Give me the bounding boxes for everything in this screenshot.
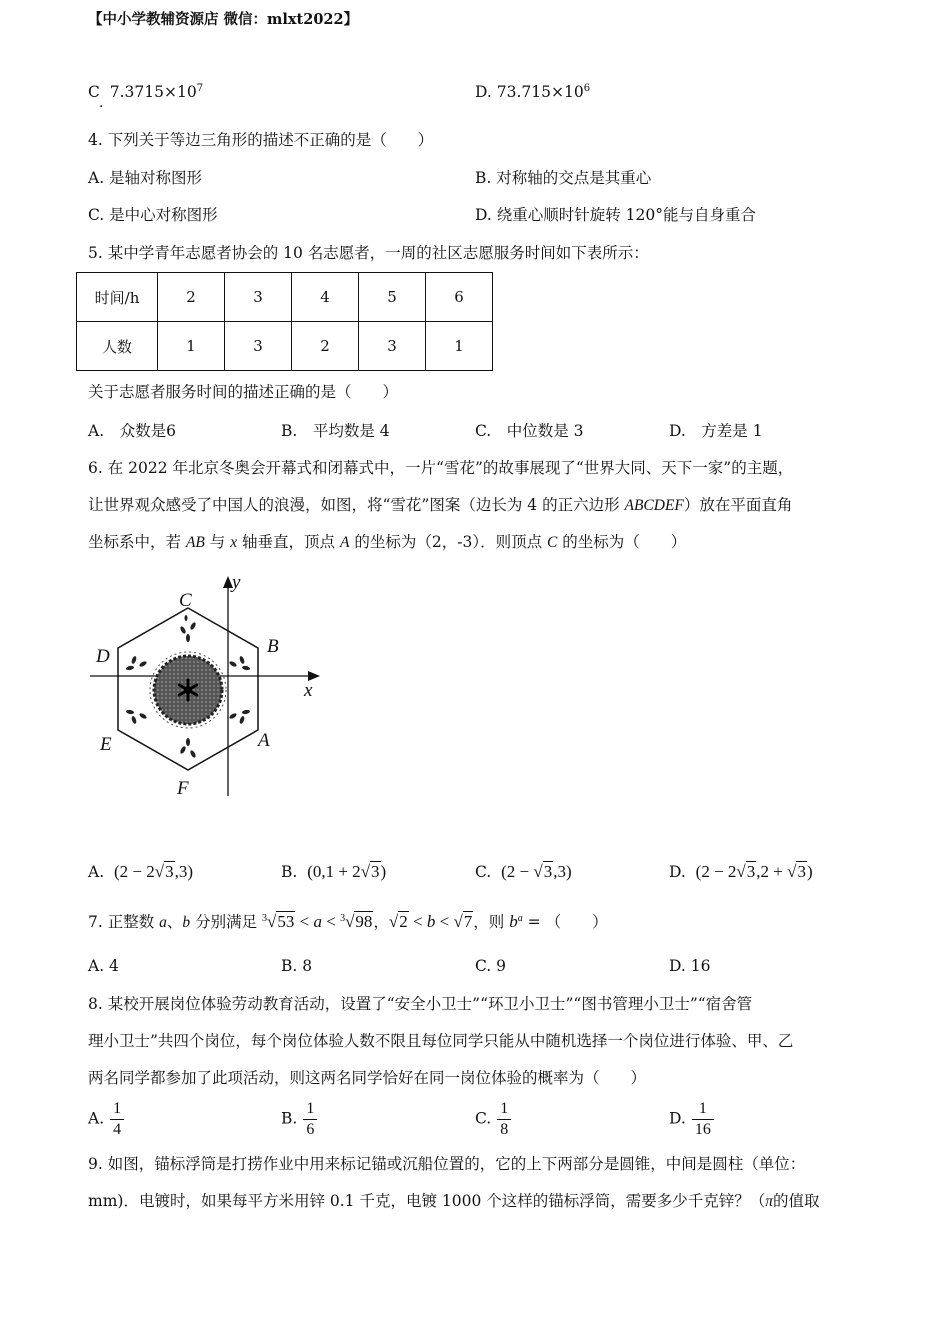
q4-option-a: A. 是轴对称图形: [88, 169, 203, 187]
q6-text: 让世界观众感受了中国人的浪漫，如图，将“雪花”图案（边长为 4 的正六边形: [88, 496, 625, 514]
fraction-numerator: 1: [692, 1099, 714, 1120]
q3-option-c-prefix: C: [88, 83, 100, 101]
q7-text: = （ ）: [522, 913, 608, 931]
label-x: x: [304, 680, 313, 701]
q9-text: mm)．电镀时，如果每平方米用锌 0.1 千克，电镀 1000 个这样的锚标浮筒，需要多少千克锌？（: [88, 1192, 766, 1210]
math-part: (2 −: [501, 862, 534, 881]
sqrt-sign: √: [453, 912, 463, 931]
option-math: [501, 861, 572, 881]
sqrt-sign: √: [360, 862, 371, 881]
sqrt-sign: √: [345, 912, 355, 931]
q7-var-b: b: [426, 912, 436, 931]
q9-text: 的值取: [773, 1192, 820, 1210]
table-cell: 6: [426, 273, 493, 322]
sqrt-sign: √: [533, 862, 543, 881]
table-cell: 2: [292, 322, 359, 371]
label-c: C: [179, 590, 192, 611]
table-cell: 3: [359, 322, 426, 371]
q3-option-d-prefix: D.: [475, 83, 492, 101]
option-label: A.: [88, 1109, 105, 1128]
q6-line-2: [88, 494, 792, 517]
table-cell: 1: [426, 322, 493, 371]
q7-inequality-1: [262, 912, 373, 931]
q5-table: [76, 272, 493, 371]
table-row: [77, 273, 493, 322]
math-part: (2 − 2: [113, 862, 155, 881]
q3-option-c-exp: 7: [196, 83, 204, 94]
q6-option-d: [669, 861, 813, 883]
fraction-numerator: 1: [110, 1099, 124, 1120]
math-part: ): [380, 862, 387, 881]
label-e: E: [100, 734, 112, 755]
option-label: C.: [475, 1109, 492, 1128]
q4-option-c: C. 是中心对称图形: [88, 206, 218, 224]
math-part: (2 − 2: [695, 862, 737, 881]
q8-option-b: [281, 1099, 317, 1140]
option-label: B.: [281, 1109, 298, 1128]
sqrt-radicand: 2: [399, 912, 408, 931]
fraction: [692, 1099, 714, 1140]
option-label: C.: [475, 863, 492, 881]
sqrt-sign: √: [787, 862, 797, 881]
q7-text: ，: [373, 913, 389, 931]
q6-text: ）放在平面直角: [683, 496, 793, 514]
q7-text: 、: [166, 913, 183, 931]
q7-var-a: a: [159, 914, 167, 931]
q6-option-b: [281, 861, 386, 883]
q4-option-d: D. 绕重心顺时针旋转 120°能与自身重合: [475, 206, 756, 224]
table-cell: 1: [158, 322, 225, 371]
q7-text: ，则: [473, 913, 510, 931]
q3-option-d-base: 73.715×10: [496, 83, 584, 101]
q3-option-d-exp: 6: [583, 83, 591, 94]
q7-pow-base: b: [509, 912, 518, 931]
q3-dot-mark: ·: [99, 99, 104, 115]
q7-text: 7. 正整数: [88, 913, 160, 931]
q5-question: 关于志愿者服务时间的描述正确的是（ ）: [88, 383, 399, 401]
q7-var-a: a: [313, 912, 322, 931]
q3-option-c-base: 7.3715×10: [109, 83, 197, 101]
label-a: A: [258, 730, 270, 751]
q7-option-a: A. 4: [88, 957, 119, 975]
q8-option-c: [475, 1099, 511, 1140]
q7-stem: [88, 911, 608, 934]
label-d: D: [96, 646, 110, 667]
q6-option-a: [88, 861, 193, 883]
fraction-denominator: 4: [113, 1121, 122, 1138]
q6-text: 与: [204, 533, 231, 551]
q3-option-d: [475, 81, 590, 103]
fraction-denominator: 8: [500, 1121, 509, 1138]
option-label: B.: [281, 863, 298, 881]
fraction: [497, 1099, 511, 1140]
table-cell: 人数: [77, 322, 158, 371]
q9-line-2: [88, 1190, 820, 1213]
q6-option-c: [475, 861, 572, 883]
sqrt-sign: √: [388, 912, 399, 931]
table-cell: 5: [359, 273, 426, 322]
option-math: [696, 861, 813, 881]
fraction-numerator: 1: [497, 1099, 511, 1120]
q4-stem: 4. 下列关于等边三角形的描述不正确的是（ ）: [88, 131, 434, 149]
table-cell: 2: [158, 273, 225, 322]
q9-pi: π: [765, 1193, 774, 1210]
q7-var-b: b: [182, 914, 191, 931]
q6-line-3: [88, 531, 686, 554]
q7-inequality-2: [389, 911, 473, 931]
q6-segment-ab: AB: [185, 534, 205, 551]
q7-option-b: B. 8: [281, 957, 313, 975]
option-label: D.: [669, 1109, 686, 1128]
q8-line-1: 8. 某校开展岗位体验劳动教育活动，设置了“安全小卫士”“环卫小卫士”“图书管理小卫士”“宿舍管: [88, 995, 753, 1013]
q8-line-3: 两名同学都参加了此项活动，则这两名同学恰好在同一岗位体验的概率为（ ）: [88, 1069, 647, 1087]
math-part: <: [321, 912, 341, 931]
table-cell: 3: [225, 273, 292, 322]
q8-line-2: 理小卫士”共四个岗位，每个岗位体验人数不限且每位同学只能从中随机选择一个岗位进行体验、甲、乙: [88, 1032, 794, 1050]
q6-hexagon-name: ABCDEF: [624, 497, 684, 514]
q6-text: 轴垂直，顶点: [237, 533, 340, 551]
label-y: y: [232, 572, 241, 593]
q5-option-c: C. 中位数是 3: [475, 422, 584, 440]
sqrt-radicand: 3: [746, 862, 756, 881]
sqrt-radicand: 3: [165, 862, 174, 881]
math-part: <: [295, 912, 314, 931]
label-b: B: [267, 636, 279, 657]
math-part: <: [435, 912, 454, 931]
q5-stem: 5. 某中学青年志愿者协会的 10 名志愿者，一周的社区志愿服务时间如下表所示：: [88, 244, 649, 262]
table-cell: 4: [292, 273, 359, 322]
sqrt-radicand: 98: [355, 912, 373, 931]
fraction: [110, 1099, 124, 1140]
q6-axis-x: x: [230, 534, 238, 551]
q7-option-c: C. 9: [475, 957, 507, 975]
option-label: A.: [88, 863, 105, 881]
fraction-denominator: 16: [694, 1121, 711, 1138]
math-part: ,3): [553, 862, 572, 881]
sqrt-sign: √: [736, 862, 746, 881]
fraction-denominator: 6: [306, 1121, 315, 1138]
option-math: [114, 861, 193, 881]
q6-text: 的坐标为（2，-3）．则顶点: [349, 533, 548, 551]
table-cell: 3: [225, 322, 292, 371]
math-part: ): [806, 862, 813, 881]
sqrt-radicand: 7: [463, 912, 473, 931]
q5-option-a: A. 众数是6: [88, 422, 176, 440]
q6-point-c: C: [547, 534, 558, 551]
fraction: [303, 1099, 317, 1140]
table-cell: 时间/h: [77, 273, 158, 322]
q6-point-a: A: [339, 534, 350, 551]
q6-text: 坐标系中，若: [88, 533, 186, 551]
sqrt-radicand: 53: [277, 912, 295, 931]
table-row: [77, 322, 493, 371]
sqrt-radicand: 3: [371, 862, 380, 881]
q4-option-b: B. 对称轴的交点是其重心: [475, 169, 652, 187]
snowflake-center: [184, 686, 192, 694]
q7-text: 分别满足: [190, 913, 263, 931]
q5-option-b: B. 平均数是 4: [281, 422, 390, 440]
q8-option-a: [88, 1099, 124, 1140]
sqrt-sign: √: [154, 862, 165, 881]
q7-power: [509, 912, 523, 931]
math-part: (0,1 + 2: [307, 862, 361, 881]
q9-line-1: 9. 如图，锚标浮筒是打捞作业中用来标记锚或沉船位置的，它的上下两部分是圆锥，中间是圆柱（单位：: [88, 1155, 806, 1173]
q7-pow-exp: a: [517, 913, 523, 924]
q6-snowflake-figure: [80, 568, 340, 808]
fraction-numerator: 1: [303, 1099, 317, 1120]
math-part: ,2 +: [756, 862, 788, 881]
option-math: [307, 861, 386, 881]
q3-option-c: [88, 81, 203, 103]
q5-option-d: D. 方差是 1: [669, 422, 763, 440]
cube-index: 3: [340, 913, 346, 924]
option-label: D.: [669, 863, 686, 881]
sqrt-radicand: 3: [543, 862, 553, 881]
sqrt-sign: √: [267, 912, 277, 931]
q6-line-1: 6. 在 2022 年北京冬奥会开幕式和闭幕式中，一片“雪花”的故事展现了“世界大同、天下一家”的主题，: [88, 459, 794, 477]
label-f: F: [177, 778, 189, 799]
cube-index: 3: [262, 913, 268, 924]
math-part: <: [408, 912, 427, 931]
q7-option-d: D. 16: [669, 957, 711, 975]
math-part: ,3): [174, 862, 193, 881]
q6-text: 的坐标为（ ）: [557, 533, 687, 551]
q8-option-d: [669, 1099, 714, 1140]
page-header: 【中小学教辅资源店 微信：mlxt2022】: [88, 11, 359, 28]
sqrt-radicand: 3: [797, 862, 806, 881]
